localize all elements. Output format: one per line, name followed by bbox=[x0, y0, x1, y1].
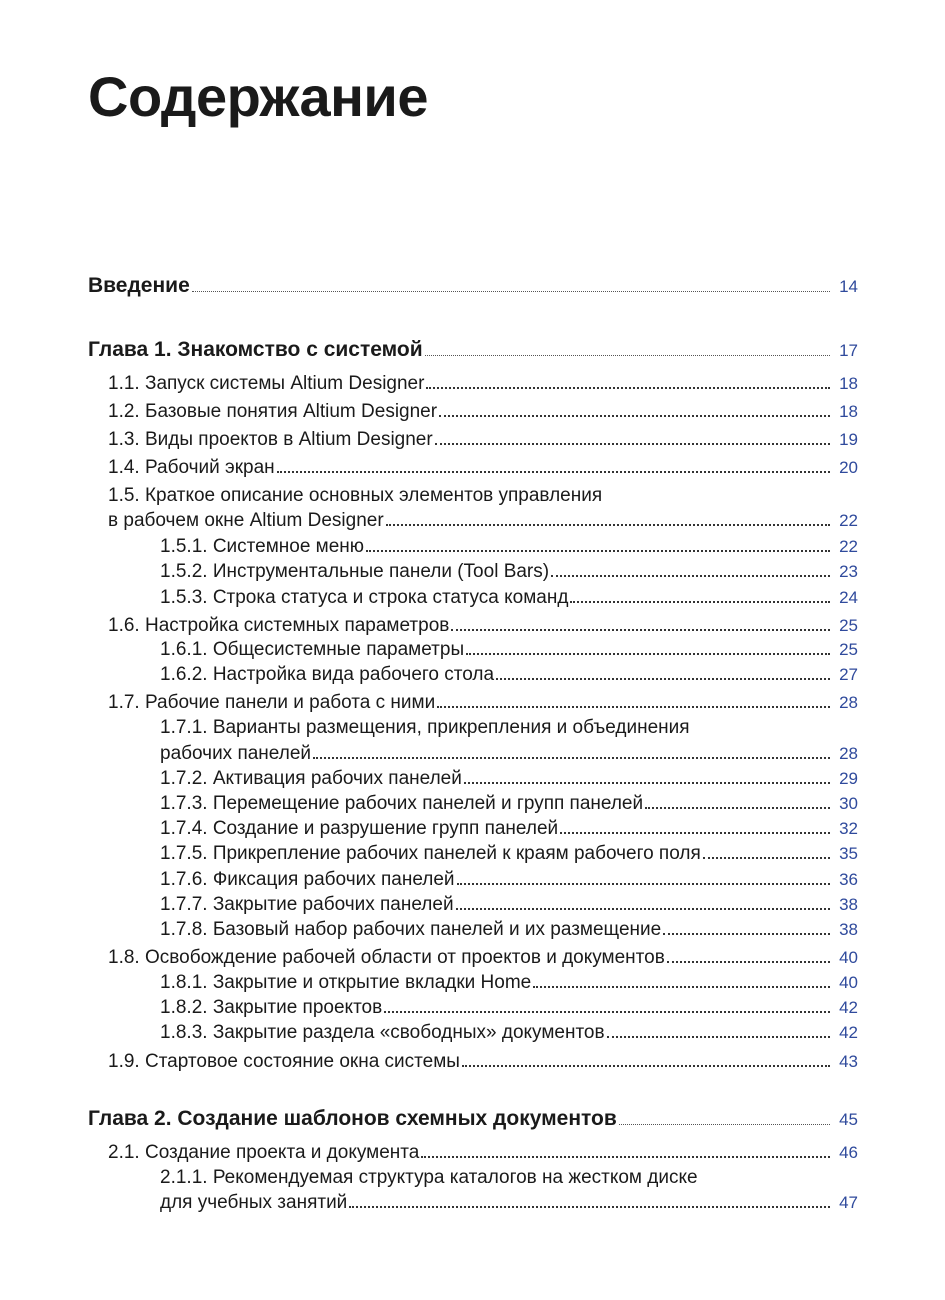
toc-page-number: 38 bbox=[839, 895, 858, 914]
toc-page-number: 14 bbox=[839, 277, 858, 296]
toc-entry-title: 1.8.2. Закрытие проектов bbox=[160, 997, 383, 1018]
toc-page-number: 46 bbox=[839, 1143, 858, 1162]
toc-entry-1-3[interactable] bbox=[108, 428, 858, 452]
toc-page-number: 17 bbox=[839, 341, 858, 360]
toc-entry-1-5-2[interactable] bbox=[160, 560, 858, 584]
toc-entry-1-6[interactable] bbox=[108, 614, 858, 638]
toc-entry-1-5-3[interactable] bbox=[160, 586, 858, 610]
toc-entry-title: 1.6. Настройка системных параметров bbox=[108, 615, 450, 636]
toc-page-number: 42 bbox=[839, 1023, 858, 1042]
toc-entry-1-7-1[interactable] bbox=[160, 742, 858, 766]
toc-page-number: 22 bbox=[839, 511, 858, 530]
toc-entry-title: в рабочем окне Altium Designer bbox=[108, 510, 384, 531]
dot-leader bbox=[421, 1156, 830, 1158]
toc-entry-chapter-2[interactable] bbox=[88, 1107, 858, 1132]
toc-page-number: 18 bbox=[839, 374, 858, 393]
toc-page-number: 25 bbox=[839, 640, 858, 659]
toc-page-number: 18 bbox=[839, 402, 858, 421]
dot-leader bbox=[426, 387, 830, 389]
dot-leader bbox=[435, 443, 830, 445]
toc-entry-1-6-1[interactable] bbox=[160, 638, 858, 662]
dot-leader bbox=[437, 706, 830, 708]
toc-entry-chapter-1[interactable] bbox=[88, 338, 858, 363]
toc-entry-1-5-line1[interactable]: 1.5. Краткое описание основных элементов управления bbox=[108, 485, 603, 506]
toc-entry-title: 1.7. Рабочие панели и работа с ними bbox=[108, 692, 436, 713]
toc-page-number: 42 bbox=[839, 998, 858, 1017]
toc-entry-title: Глава 1. Знакомство с системой bbox=[88, 338, 423, 361]
toc-entry-1-2[interactable] bbox=[108, 400, 858, 424]
dot-leader bbox=[349, 1206, 830, 1208]
toc-entry-title: 1.7.8. Базовый набор рабочих панелей и их размещение bbox=[160, 919, 662, 940]
dot-leader bbox=[533, 986, 830, 988]
toc-entry-1-1[interactable] bbox=[108, 372, 858, 396]
toc-entry-1-7-2[interactable] bbox=[160, 767, 858, 791]
dot-leader bbox=[619, 1124, 830, 1125]
toc-page-number: 32 bbox=[839, 819, 858, 838]
toc-entry-title: 1.7.5. Прикрепление рабочих панелей к краям рабочего поля bbox=[160, 843, 701, 864]
toc-entry-title: 1.7.3. Перемещение рабочих панелей и групп панелей bbox=[160, 793, 644, 814]
toc-entry-1-9[interactable] bbox=[108, 1050, 858, 1074]
toc-page-number: 27 bbox=[839, 665, 858, 684]
toc-entry-1-7-7[interactable] bbox=[160, 893, 858, 917]
toc-entry-2-1-1[interactable] bbox=[160, 1191, 858, 1215]
toc-entry-1-8-1[interactable] bbox=[160, 971, 858, 995]
toc-page-number: 35 bbox=[839, 844, 858, 863]
dot-leader bbox=[386, 524, 830, 526]
toc-entry-title: рабочих панелей bbox=[160, 743, 312, 764]
toc-entry-1-7-5[interactable] bbox=[160, 842, 858, 866]
toc-entry-introduction[interactable] bbox=[88, 274, 858, 299]
toc-entry-title: 1.7.7. Закрытие рабочих панелей bbox=[160, 894, 454, 915]
toc-page-number: 30 bbox=[839, 794, 858, 813]
dot-leader bbox=[425, 355, 830, 356]
dot-leader bbox=[277, 471, 830, 473]
toc-entry-title: 1.2. Базовые понятия Altium Designer bbox=[108, 401, 438, 422]
toc-page-number: 29 bbox=[839, 769, 858, 788]
toc-page-number: 19 bbox=[839, 430, 858, 449]
dot-leader bbox=[667, 961, 830, 963]
toc-page-number: 28 bbox=[839, 744, 858, 763]
dot-leader bbox=[551, 575, 830, 577]
toc-page-number: 24 bbox=[839, 588, 858, 607]
dot-leader bbox=[560, 832, 830, 834]
dot-leader bbox=[466, 653, 830, 655]
page-title: Содержание bbox=[88, 65, 428, 128]
dot-leader bbox=[663, 933, 830, 935]
dot-leader bbox=[462, 1065, 830, 1067]
toc-entry-title: 1.9. Стартовое состояние окна системы bbox=[108, 1051, 460, 1072]
toc-entry-1-8-3[interactable] bbox=[160, 1021, 858, 1045]
toc-entry-title: 1.7.6. Фиксация рабочих панелей bbox=[160, 869, 455, 890]
toc-page-number: 43 bbox=[839, 1052, 858, 1071]
toc-entry-1-7-6[interactable] bbox=[160, 868, 858, 892]
dot-leader bbox=[496, 678, 830, 680]
toc-entry-title: 1.8.3. Закрытие раздела «свободных» документов bbox=[160, 1022, 605, 1043]
toc-entry-title: 1.7.4. Создание и разрушение групп панелей bbox=[160, 818, 559, 839]
toc-entry-2-1[interactable] bbox=[108, 1141, 858, 1165]
toc-entry-1-7-4[interactable] bbox=[160, 817, 858, 841]
toc-page-number: 25 bbox=[839, 616, 858, 635]
toc-entry-1-5-1[interactable] bbox=[160, 535, 858, 559]
toc-entry-title: 1.7.2. Активация рабочих панелей bbox=[160, 768, 462, 789]
toc-page-number: 40 bbox=[839, 948, 858, 967]
toc-entry-title: Глава 2. Создание шаблонов схемных документов bbox=[88, 1107, 617, 1130]
toc-entry-2-1-1-line1[interactable]: 2.1.1. Рекомендуемая структура каталогов на жестком диске bbox=[160, 1167, 698, 1188]
dot-leader bbox=[384, 1011, 830, 1013]
toc-entry-title: Введение bbox=[88, 274, 190, 297]
toc-entry-1-7-3[interactable] bbox=[160, 792, 858, 816]
toc-entry-title: 1.5.3. Строка статуса и строка статуса команд bbox=[160, 587, 569, 608]
toc-entry-title: 1.8. Освобождение рабочей области от проектов и документов bbox=[108, 947, 665, 968]
toc-entry-1-8-2[interactable] bbox=[160, 996, 858, 1020]
toc-entry-1-7-8[interactable] bbox=[160, 918, 858, 942]
toc-page-number: 38 bbox=[839, 920, 858, 939]
toc-entry-1-6-2[interactable] bbox=[160, 663, 858, 687]
dot-leader bbox=[313, 757, 830, 759]
dot-leader bbox=[703, 857, 830, 859]
toc-page-number: 45 bbox=[839, 1110, 858, 1129]
toc-page-number: 20 bbox=[839, 458, 858, 477]
toc-entry-1-7[interactable] bbox=[108, 691, 858, 715]
toc-page-number: 36 bbox=[839, 870, 858, 889]
dot-leader bbox=[456, 908, 830, 910]
toc-page-number: 47 bbox=[839, 1193, 858, 1212]
toc-entry-1-4[interactable] bbox=[108, 456, 858, 480]
dot-leader bbox=[439, 415, 830, 417]
toc-entry-title: 2.1. Создание проекта и документа bbox=[108, 1142, 420, 1163]
toc-entry-title: 1.6.2. Настройка вида рабочего стола bbox=[160, 664, 495, 685]
toc-entry-title: 1.6.1. Общесистемные параметры bbox=[160, 639, 465, 660]
toc-entry-title: 1.4. Рабочий экран bbox=[108, 457, 275, 478]
toc-entry-title: 1.1. Запуск системы Altium Designer bbox=[108, 373, 425, 394]
toc-entry-title: 1.5.2. Инструментальные панели (Tool Bars) bbox=[160, 561, 550, 582]
toc-entry-title: 1.5.1. Системное меню bbox=[160, 536, 365, 557]
toc-entry-title: 1.8.1. Закрытие и открытие вкладки Home bbox=[160, 972, 532, 993]
dot-leader bbox=[607, 1036, 830, 1038]
toc-page-number: 28 bbox=[839, 693, 858, 712]
dot-leader bbox=[570, 601, 830, 603]
toc-entry-title: для учебных занятий bbox=[160, 1192, 348, 1213]
toc-entry-title: 1.3. Виды проектов в Altium Designer bbox=[108, 429, 433, 450]
dot-leader bbox=[645, 807, 830, 809]
dot-leader bbox=[464, 782, 830, 784]
toc-entry-1-5[interactable] bbox=[108, 509, 858, 533]
dot-leader bbox=[457, 883, 830, 885]
toc-page-number: 23 bbox=[839, 562, 858, 581]
toc-page-number: 22 bbox=[839, 537, 858, 556]
toc-entry-1-8[interactable] bbox=[108, 946, 858, 970]
dot-leader bbox=[366, 550, 830, 552]
dot-leader bbox=[451, 629, 830, 631]
dot-leader bbox=[192, 291, 830, 292]
toc-page-number: 40 bbox=[839, 973, 858, 992]
toc-entry-1-7-1-line1[interactable]: 1.7.1. Варианты размещения, прикрепления и объединения bbox=[160, 717, 690, 738]
